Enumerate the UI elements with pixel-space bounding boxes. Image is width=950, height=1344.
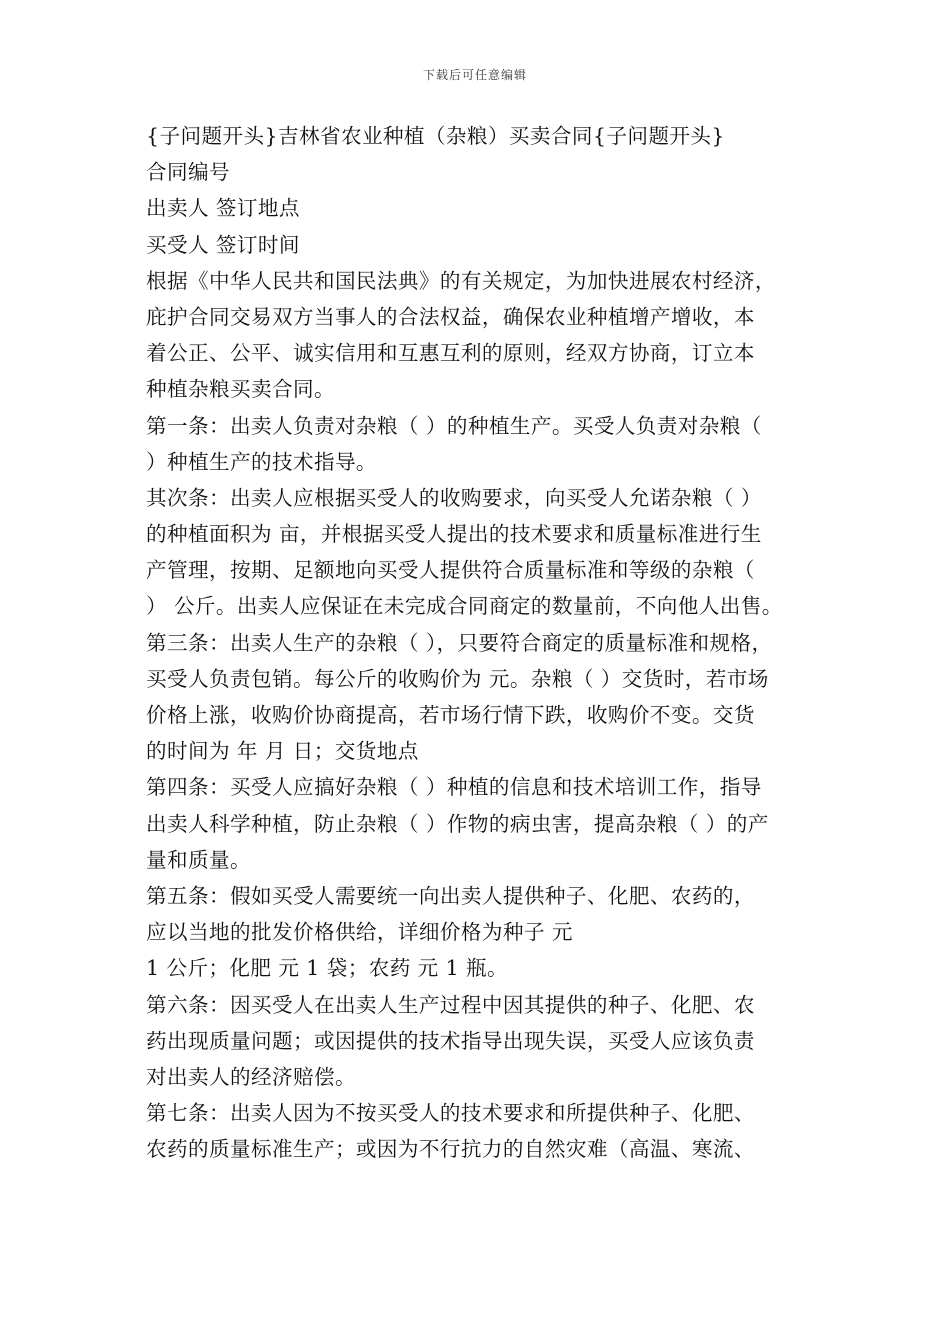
article-7-line: 农药的质量标准生产；或因为不行抗力的自然灾难（高温、寒流、 [146, 1137, 755, 1162]
article-2-line: 其次条：出卖人应根据买受人的收购要求，向买受人允诺杂粮（ ） [146, 485, 762, 510]
document-title: {子问题开头}吉林省农业种植（杂粮）买卖合同{子问题开头} [146, 124, 725, 148]
preamble-line: 种植杂粮买卖合同。 [146, 377, 335, 402]
article-4-line: 量和质量。 [146, 847, 251, 872]
article-1-line: 第一条：出卖人负责对杂粮（ ）的种植生产。买受人负责对杂粮（ [146, 413, 762, 438]
contract-number-field: 合同编号 [146, 160, 230, 185]
article-2-line: 的种植面积为 亩，并根据买受人提出的技术要求和质量标准进行生 [146, 522, 762, 547]
article-3-line: 价格上涨，收购价协商提高，若市场行情下跌，收购价不变。交货 [146, 703, 755, 727]
article-1-line: ）种植生产的技术指导。 [146, 449, 377, 474]
article-6-line: 第六条：因买受人在出卖人生产过程中因其提供的种子、化肥、农 [146, 992, 755, 1017]
article-5-line: 应以当地的批发价格供给，详细价格为种子 元 [146, 920, 573, 945]
preamble-line: 着公正、公平、诚实信用和互惠互利的原则，经双方协商，订立本 [146, 341, 755, 366]
page-header-note: 下载后可任意编辑 [422, 68, 527, 82]
article-3-line: 第三条：出卖人生产的杂粮（ ），只要符合商定的质量标准和规格， [146, 630, 773, 655]
preamble-line: 根据《中华人民共和国民法典》的有关规定，为加快进展农村经济， [146, 268, 776, 293]
article-2-line: 产管理，按期、足额地向买受人提供符合质量标准和等级的杂粮（ [146, 558, 755, 583]
article-7-line: 第七条：出卖人因为不按买受人的技术要求和所提供种子、化肥、 [146, 1101, 755, 1126]
buyer-signing-time: 买受人 签订时间 [146, 232, 300, 257]
document-body [146, 118, 826, 1167]
seller-signing-place: 出卖人 签订地点 [146, 196, 300, 221]
article-2-line: ） 公斤。出卖人应保证在未完成合同商定的数量前，不向他人出售。 [146, 594, 783, 619]
article-3-line: 的时间为 年 月 日；交货地点 [146, 739, 419, 764]
article-3-line: 买受人负责包销。每公斤的收购价为 元。杂粮（ ）交货时，若市场 [146, 666, 769, 691]
article-6-line: 对出卖人的经济赔偿。 [146, 1064, 356, 1089]
article-5-line: 第五条：假如买受人需要统一向出卖人提供种子、化肥、农药的， [146, 883, 755, 908]
article-4-line: 出卖人科学种植，防止杂粮（ ）作物的病虫害，提高杂粮（ ）的产 [146, 811, 769, 836]
article-6-line: 药出现质量问题；或因提供的技术指导出现失误，买受人应该负责 [146, 1028, 755, 1053]
article-5-line: 1 公斤；化肥 元 1 袋；农药 元 1 瓶。 [146, 956, 509, 981]
preamble-line: 庇护合同交易双方当事人的合法权益，确保农业种植增产增收，本 [146, 304, 755, 329]
article-4-line: 第四条：买受人应搞好杂粮（ ）种植的信息和技术培训工作，指导 [146, 775, 762, 800]
